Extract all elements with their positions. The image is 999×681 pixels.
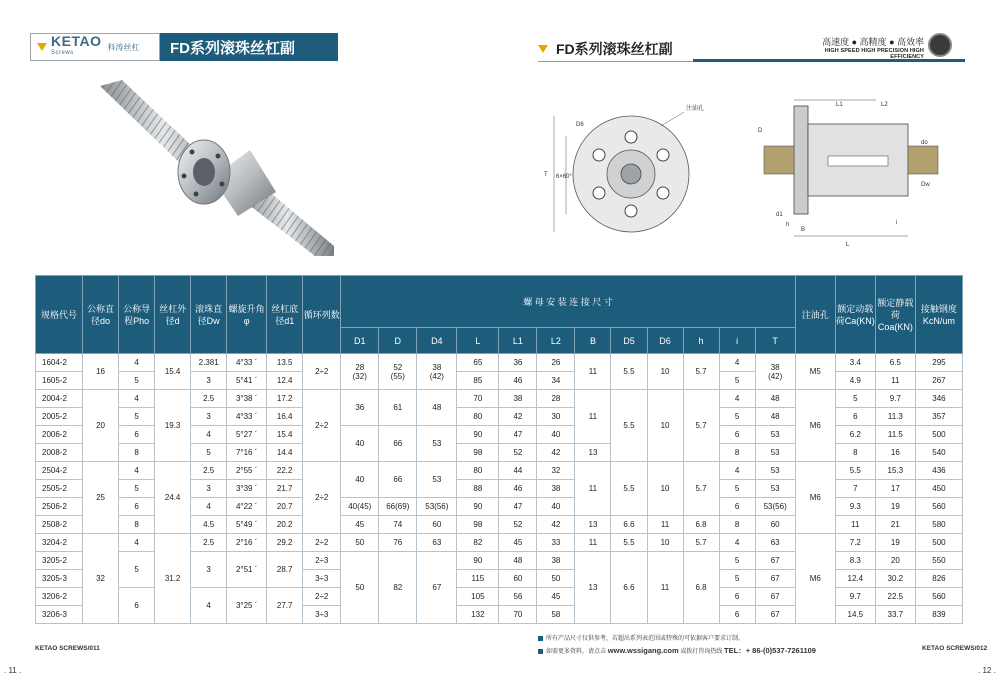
th-spec-code: 规格代号 [36,276,83,354]
dm-label: D [758,128,763,134]
note-1: 所有产品尺寸仅供参考，若超出系列表范围或特殊的可依据客户要求订制。 [538,633,816,645]
technical-drawing [536,96,966,256]
slogan-en: HIGH SPEED HIGH PRECISION HIGH EFFICIENCY [824,48,924,60]
slogan-cn: 高速度 ● 高精度 ● 高效率 [822,37,924,47]
th-circuits: 循环列数 [303,276,341,354]
square-bullet-icon [538,636,543,641]
t-label: T [544,172,548,178]
th-D5: D5 [611,328,647,354]
table-row: 3205-3 3÷3 115 60 50 5 67 12.4 30.2 826 [36,570,963,588]
table-row: 3206-3 3÷3 132 70 58 6 67 14.5 33.7 839 [36,606,963,624]
note-2: 如需更多资料，请点击 www.wssigang.com 或拨打咨询热线 TEL：+ 86-(0)537-7261109 [538,645,816,658]
th-L: L [457,328,499,354]
table-row: 2004-2 20 4 19.3 2.5 3°38 ´ 17.2 2÷2 36 61 48 70 38 28 11 5.5 10 5.7 4 48 M6 5 9.7 346 [36,390,963,408]
th-helix-angle: 螺旋升角φ [227,276,267,354]
ballscrew-photo [100,80,334,256]
th-nominal-dia: 公称直径do [83,276,119,354]
l1-label: L1 [836,102,843,108]
table-row: 2508-2 8 4.5 5°49 ´ 20.2 45 74 60 98 52 42 13 6.6 11 6.8 8 60 11 21 580 [36,516,963,534]
table-row: 2006-2 6 4 5°27 ´ 15.4 40 66 53 90 47 40 6 53 6.2 11.5 500 [36,426,963,444]
th-ball-dia: 滚珠直径Dw [191,276,227,354]
th-nut-dims: 螺 母 安 装 连 接 尺 寸 [341,276,796,328]
right-series-title: FD系列滚珠丝杠副 [538,39,673,59]
table-row: 1605-2 5 3 5°41 ´ 12.4 85 46 34 5 4.9 11 267 [36,372,963,390]
dw-label: Dw [921,182,930,188]
th-D4: D4 [417,328,457,354]
do-label: do [921,140,928,146]
page-number-left: . 11 . [4,666,22,675]
th-D: D [379,328,417,354]
spec-table [35,275,963,624]
th-h: h [683,328,719,354]
th-B: B [575,328,611,354]
table-row: 2005-2 5 3 4°33 ´ 16.4 80 42 30 5 48 6 11.3 357 [36,408,963,426]
th-L2: L2 [537,328,575,354]
brand-cn: 科涛丝杠 [107,42,140,52]
angle-label: 6×60° [556,174,572,180]
footer-notes [538,633,816,658]
th-oil-hole: 注油孔 [795,276,835,354]
footer-right-label: KETAO SCREWS/012 [922,645,988,652]
company-seal-icon [928,33,952,57]
oil-hole-label: 注油孔 [686,106,705,112]
th-D6: D6 [647,328,683,354]
th-root-dia: 丝杠底径d1 [267,276,303,354]
footer-left-label: KETAO SCREWS/011 [35,645,100,652]
table-row: 2505-2 5 3 3°39 ´ 21.7 88 46 38 5 53 7 17 450 [36,480,963,498]
table-row: 3206-2 6 4 3°25 ´ 27.7 2÷2 105 56 45 6 67 9.7 22.5 560 [36,588,963,606]
b-label: B [801,227,806,233]
i-label: i [896,220,898,226]
l2-label: L2 [881,102,888,108]
brand-logo [30,33,160,61]
th-i: i [719,328,755,354]
triangle-marker-icon [538,45,548,53]
th-nominal-lead: 公称导程Pho [119,276,155,354]
th-dyn-load: 额定动载荷Ca(KN) [835,276,875,354]
table-row: 2504-2 25 4 24.4 2.5 2°55 ´ 22.2 2÷2 40 66 53 80 44 32 11 5.5 10 5.7 4 53 M6 5.5 15.3 436 [36,462,963,480]
table-row: 2008-2 8 5 7°16 ´ 14.4 98 52 42 13 8 53 8 16 540 [36,444,963,462]
th-D1: D1 [341,328,379,354]
right-header [538,33,968,63]
table-row: 3204-2 32 4 31.2 2.5 2°16 ´ 29.2 2÷2 50 76 63 82 45 33 11 5.5 10 5.7 4 63 M6 7.2 19 500 [36,534,963,552]
h-label: h [786,222,790,228]
table-row: 2506-2 6 4 4°22 ´ 20.7 40(45) 66(69) 53(56) 90 47 40 6 53(56) 9.3 19 560 [36,498,963,516]
l-label: L [846,242,850,248]
left-series-title: FD系列滚珠丝杠副 [160,33,338,61]
th-L1: L1 [499,328,537,354]
slogan [794,35,924,60]
brand-name: KETAO Screws [51,35,101,59]
website-link[interactable]: www.wssigang.com [607,646,679,655]
table-row: 3205-2 5 3 2°51 ´ 28.7 2÷3 50 82 67 90 48 38 13 6.6 11 6.8 5 67 8.3 20 550 [36,552,963,570]
d1-label: d1 [776,212,783,218]
square-bullet-icon [538,649,543,654]
d6-label: D6 [576,122,584,128]
left-header [30,33,338,61]
phone-number: TEL：+ 86-(0)537-7261109 [724,646,816,655]
brand-sub: Screws [51,50,74,56]
table-row: 1604-2 16 4 15.4 2.381 4°33 ´ 13.5 2÷2 28 (32) 52 (55) 38 (42) 65 36 26 11 5.5 10 5.7 4 38 (42) M5 3.4 6.5 295 [36,354,963,372]
header-rule [538,61,693,62]
th-shaft-od: 丝杠外径d [155,276,191,354]
th-static-load: 额定静载荷Coa(KN) [875,276,915,354]
th-T: T [755,328,795,354]
triangle-marker-icon [37,43,47,51]
th-stiffness: 接触钢度KcN/um [915,276,962,354]
page-number-right: . 12 . [978,666,996,675]
